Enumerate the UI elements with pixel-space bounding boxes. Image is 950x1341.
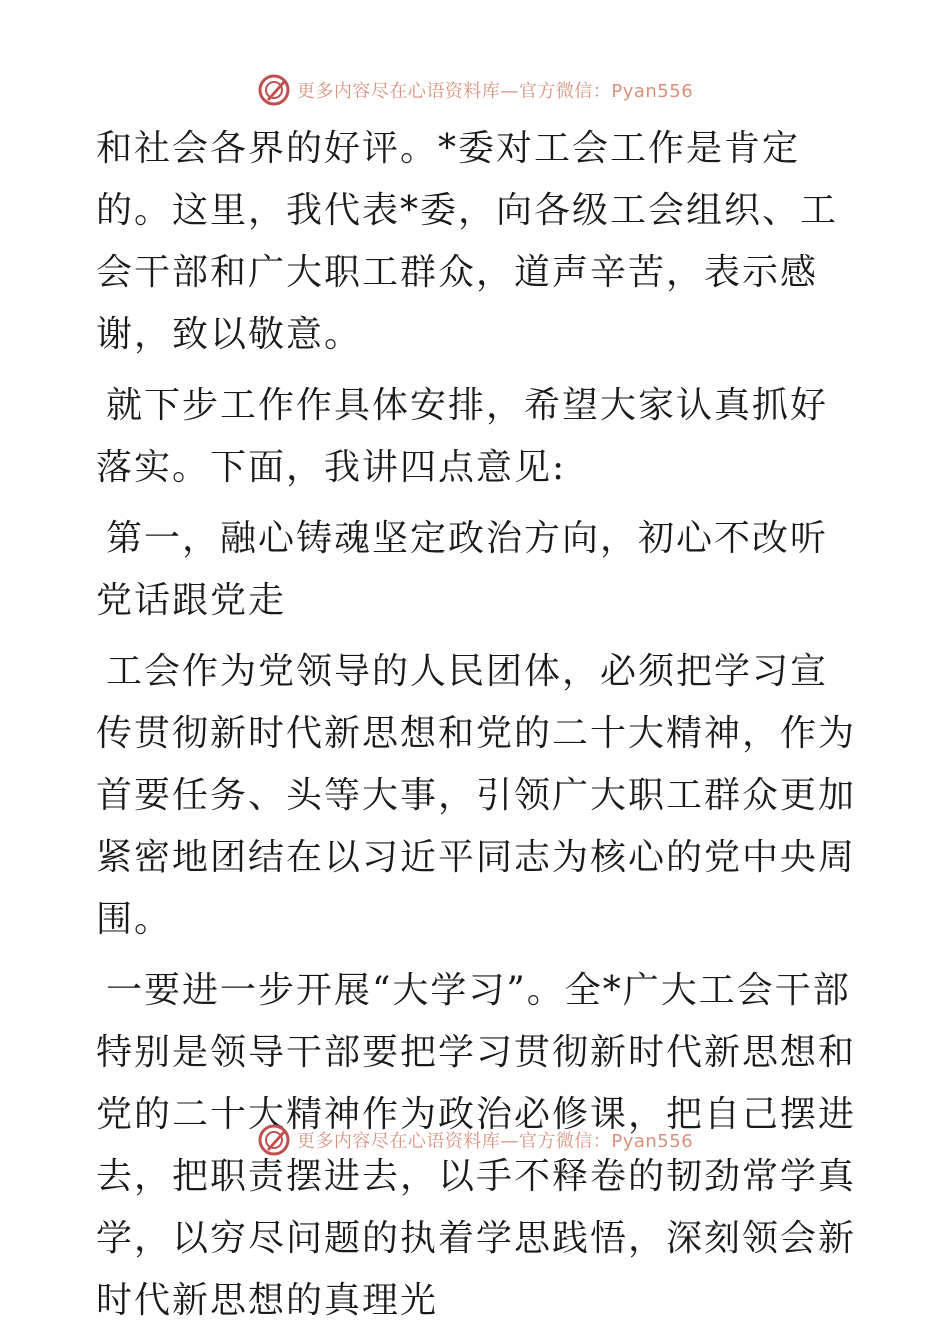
footer-watermark (0, 1122, 950, 1158)
paragraph-2: 就下步工作作具体安排，希望大家认真抓好落实。下面，我讲四点意见: (96, 385, 829, 488)
logo-icon (257, 73, 291, 107)
watermark-text: 更多内容尽在心语资料库—官方微信：Pyan556 (296, 81, 694, 102)
paragraph-4: 一要进一步开展“大学习”。全*广大工会干部特别是领导干部要把学习贯彻新时代新思想和党的二十大精神作为政治必修课，把自己摆进去，把职责摆进去，以手不释卷的韧劲常学真学，以穷尽问题的执着学思践悟，深刻领会新时代新思想的真理光 (96, 970, 857, 1321)
section-heading: 第一，融心铸魂坚定政治方向，初心不改听党话跟党走 (96, 518, 829, 621)
header-watermark (0, 72, 950, 108)
watermark-text: 更多内容尽在心语资料库—官方微信：Pyan556 (296, 1131, 694, 1152)
paragraph-1: 和社会各界的好评。*委对工会工作是肯定的。这里，我代表*委，向各级工会组织、工会干部和广大职工群众，道声辛苦，表示感谢，致以敬意。 (96, 128, 839, 355)
logo-icon (257, 1123, 291, 1157)
paragraph-3: 工会作为党领导的人民团体，必须把学习宣传贯彻新时代新思想和党的二十大精神，作为首要任务、头等大事，引领广大职工群众更加紧密地团结在以习近平同志为核心的党中央周围。 (96, 651, 857, 940)
